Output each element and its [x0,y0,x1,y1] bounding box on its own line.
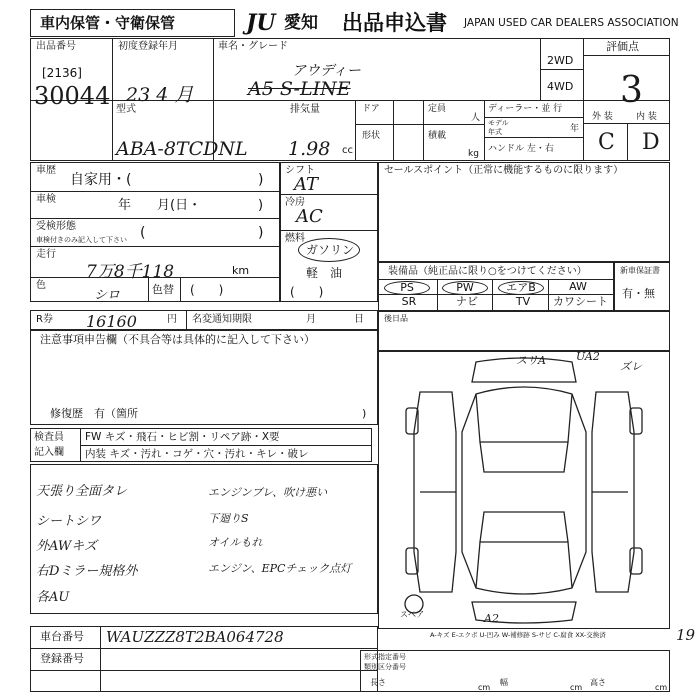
sales-point-block [378,162,670,262]
disp-value: 1.98 [288,138,331,160]
spare-label: スペア [400,610,424,619]
reception-label: 受検形態 [36,221,76,232]
divider [484,137,583,138]
equipment-item: TV [515,295,531,308]
equipment-item: AW [569,280,587,293]
repair-close: ) [362,407,367,420]
vin-label: 車台番号 [40,630,84,643]
reg-label: 初度登録年月 [118,41,178,52]
divider [30,670,378,671]
interior-label: 内 装 [636,112,657,122]
load-unit: kg [468,149,479,159]
remark-item: シートシワ [36,514,102,529]
height-label: 高さ [590,678,606,687]
divider [484,117,583,118]
fuel-alt: 軽 油 [306,266,343,280]
org-english: JAPAN USED CAR DEALERS ASSOCIATION [464,17,679,29]
seats-unit: 人 [471,113,481,123]
divider [437,279,438,311]
inspector-label: 検査員 [34,432,64,443]
cooler-label: 冷房 [285,197,305,208]
damage-mark-1: スリA [516,354,546,367]
remark-item: オイルもれ [208,536,263,549]
length-label: 長さ [370,678,386,687]
model-label: 車名・グレード [218,41,288,52]
page-number: 19 [676,626,696,644]
exterior-grade: C [598,130,615,155]
divider [627,123,628,161]
color-change-paren: ( ) [190,283,224,297]
warranty-value: 有・無 [622,287,655,300]
recycle-value: 16160 [86,312,137,331]
exterior-label: 外 装 [592,112,613,122]
type-designation-label: 形式指定番号 [364,653,406,661]
equipment-item: カワシート [553,295,608,308]
equipment-label: 装備品（純正品に限り○をつけてください） [388,266,587,277]
lot-bracket: [2136] [42,66,82,80]
divider [30,246,280,247]
damage-mark-4: A2 [484,612,499,625]
divider [30,218,280,219]
equipment-item: ナビ [456,295,478,308]
reception-close: ) [258,225,264,241]
repair-label: 修復歴 有（箇所 [50,407,138,420]
mileage-label: 走行 [36,249,56,260]
fw-line: FW キズ・飛石・ヒビ割・リペア跡・X要 [85,431,280,443]
lot-number: 30044 [34,82,111,110]
drive-4wd: 4WD [547,80,574,93]
inspection-label: 車検 [36,194,56,205]
fuel-value: ガソリン [306,243,355,257]
divider [180,277,181,302]
divider [540,69,583,70]
color-value: シロ [94,288,121,303]
divider [30,191,280,192]
model-year-label-2: 年式 [488,128,502,136]
history-label: 車歴 [36,165,56,176]
mileage-value: 7万8千118 [86,262,175,282]
spec-block [360,650,670,692]
notes-label: 注意事項申告欄（不具合等は具体的に記入して下さい） [40,333,315,346]
later-items-block [378,311,670,351]
inspection-close: ) [258,198,264,213]
ju-logo-text: JU [246,10,276,36]
sales-point-label: セールスポイント（正常に機能するものに限ります） [384,165,624,176]
remark-item: 各AU [36,590,70,605]
divider [280,230,378,231]
model-year-label: モデル [488,119,509,127]
width-unit: cm [570,683,583,692]
deadline-month: 月 [306,314,316,325]
equipment-item: PS [384,281,430,295]
model-year-unit: 年 [570,124,580,134]
ju-logo [246,10,276,36]
height-unit: cm [655,683,668,692]
later-items-label: 後日品 [384,314,408,323]
registration-label: 登録番号 [40,652,84,665]
divider [423,100,424,161]
inspector-label-2: 記入欄 [34,447,64,458]
fuel-paren: ( ) [290,285,324,299]
damage-mark-3: ズレ [620,360,642,373]
fuel-label: 燃料 [285,233,305,244]
equipment-item: SR [401,295,417,308]
grade-strike: A5 S-LINE [248,78,351,100]
storage-label: 車内保管・守衛保管 [40,14,176,32]
vin-value: WAUZZZ8T2BA064728 [106,628,284,646]
seats-label: 定員 [428,104,447,114]
inspection-value: 年 月(日・ [118,198,202,213]
reception-note: 車検付きのみ記入して下さい [36,236,127,244]
history-value: 自家用・( [70,172,132,188]
damage-mark-2: UA2 [576,350,600,363]
mileage-unit: km [232,264,250,277]
divider [548,279,549,311]
equipment-item: PW [442,281,488,295]
color-change-label: 色替 [152,283,174,296]
divider [30,648,378,649]
remark-item: 右Dミラー規格外 [36,564,138,579]
reg-value: 23 4 月 [126,84,194,106]
history-close: ) [258,172,264,188]
disp-unit: cc [342,145,353,156]
drive-2wd: 2WD [547,54,574,67]
divider [80,445,372,446]
deadline-day: 日 [354,314,364,325]
divider [484,100,485,161]
remark-item: 下廻りS [208,512,249,525]
type-value: ABA-8TCDNL [116,138,248,160]
remark-item: エンジン、EPCチェック点灯 [208,562,352,575]
score-value: 3 [620,70,643,111]
remark-item: エンジンブレ、吹け悪い [208,486,328,499]
divider [186,310,187,330]
score-label: 評価点 [606,40,639,53]
car-name: アウディー [292,63,361,79]
warranty-label: 新車保証書 [620,266,660,275]
recycle-unit: 円 [167,314,177,325]
divider [100,626,101,692]
divider [393,100,394,161]
handle-label: ハンドル 左・右 [488,144,554,154]
recycle-label: R券 [36,314,53,325]
org-name: 愛知 [284,13,318,33]
type-label: 型式 [116,104,136,115]
divider [583,55,670,56]
disp-label: 排気量 [290,104,320,115]
remark-item: 天張り全面タレ [36,484,128,499]
car-diagram [380,352,668,628]
divider [355,124,484,125]
color-label: 色 [36,280,46,291]
shift-label: シフト [285,165,315,176]
divider [355,100,356,161]
form-title: 出品申込書 [342,11,447,35]
remark-item: 外AWキズ [36,539,97,554]
divider [492,279,493,311]
deadline-label: 名変通知期限 [192,314,252,325]
reception-open: ( [140,225,146,241]
interior-line: 内装 キズ・汚れ・コゲ・穴・汚れ・キレ・破レ [85,448,309,460]
door-label: ドア [362,104,380,114]
load-label: 積載 [428,131,447,141]
equipment-item: エアB [498,281,544,295]
dealer-label: ディーラー・並 行 [488,104,563,114]
cooler-value: AC [296,206,323,227]
interior-grade: D [642,130,660,155]
width-label: 幅 [500,678,508,687]
damage-legend: A-キズ E-エクボ U-凹み W-補修跡 S-サビ C-腐食 XX-交換済 [430,631,606,639]
shape-label: 形状 [362,131,381,141]
shift-value: AT [294,174,319,195]
category-label: 類別区分番号 [364,663,406,671]
lot-label: 出品番号 [36,41,76,52]
length-unit: cm [478,683,491,692]
